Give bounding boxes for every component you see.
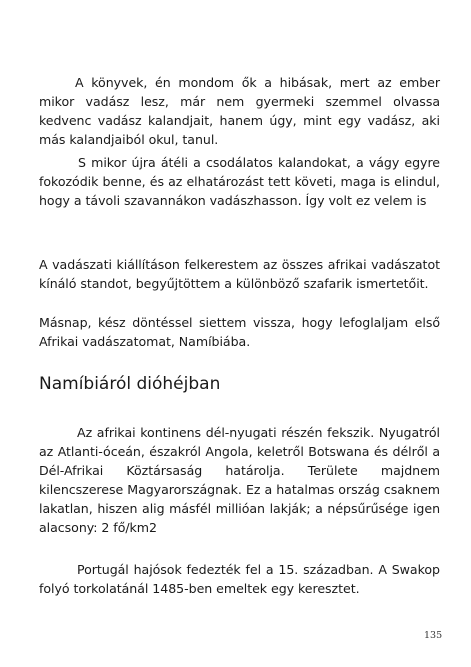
paragraph-geography: Az afrikai kontinens dél-nyugati részén fekszik. Nyugatról az Atlanti-óceán, északról Angola, keletről Botswana és délről a Dél-Afrikai Köztársaság határolja. Területe majdnem kilencszerese Magyarországnak. Ez a hatalmas ország csaknem lakatlan, hiszen alig másfél millióan lakják; a népsűrűsége igen alacsony: 2 fő/km2 bbox=[39, 425, 440, 535]
section-heading: Namíbiáról dióhéjban bbox=[39, 374, 221, 394]
paragraph-history: Portugál hajósok fedezték fel a 15. században. A Swakop folyó torkolatánál 1485-ben emeltek egy keresztet. bbox=[39, 562, 440, 596]
paragraph-next-day: Másnap, kész döntéssel siettem vissza, hogy lefoglaljam első Afrikai vadászatomat, Namíbiába. bbox=[39, 315, 440, 349]
page-number: 135 bbox=[424, 630, 443, 641]
paragraph-exhibition: A vadászati kiállításon felkerestem az összes afrikai vadászatot kínáló standot, begyűjtöttem a különböző szafarik ismertetőit. bbox=[39, 257, 440, 291]
paragraph-desire: S mikor újra átéli a csodálatos kalandokat, a vágy egyre fokozódik benne, és az elhatározást tett követi, maga is elindul, hogy a távoli szavannákon vadászhasson. Így volt ez velem is bbox=[39, 155, 440, 208]
paragraph-books: A könyvek, én mondom ők a hibásak, mert az ember mikor vadász lesz, már nem gyermeki szemmel olvassa kedvenc vadász kalandjait, hanem úgy, mint egy vadász, aki más kalandjaiból okul, tanul. bbox=[39, 75, 440, 147]
